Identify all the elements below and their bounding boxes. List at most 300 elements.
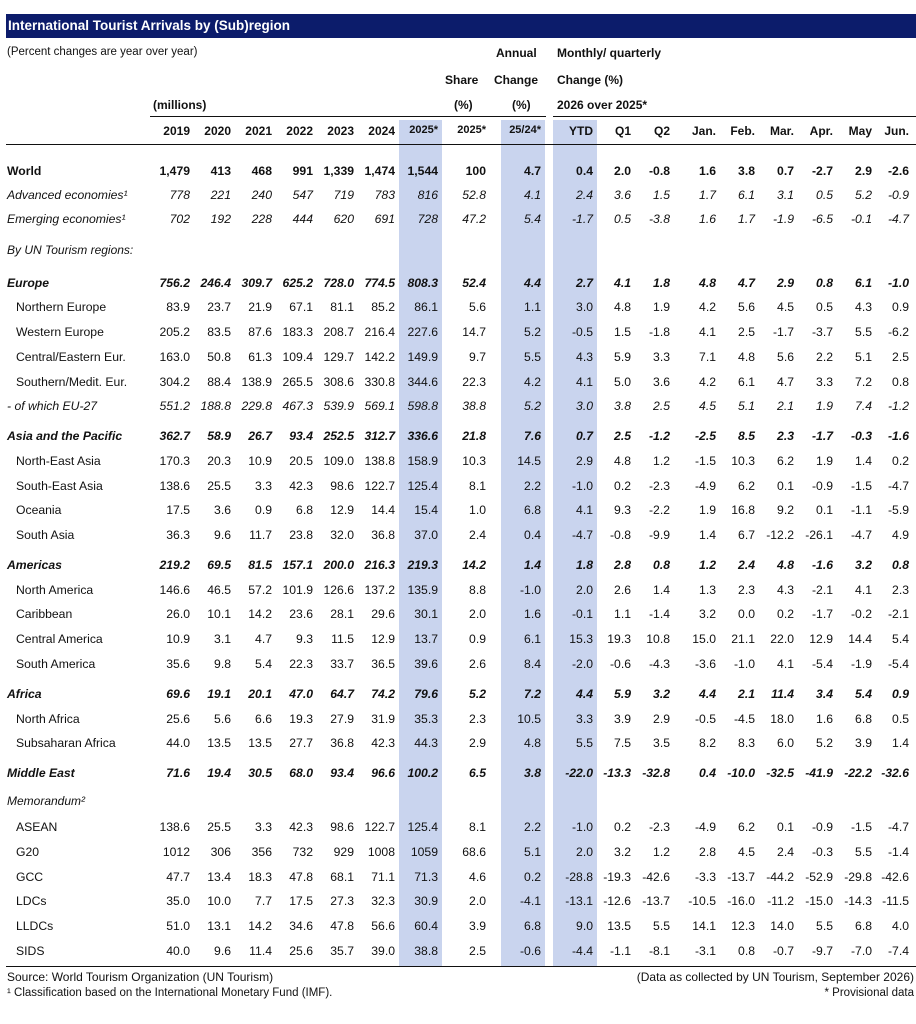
cell-may: 6.8 — [855, 919, 872, 933]
cell-may: -22.2 — [844, 766, 872, 780]
cell-2021: 13.5 — [248, 736, 272, 750]
cell-ytd: -4.4 — [571, 944, 593, 958]
cell-2524: 3.8 — [524, 766, 541, 780]
cell-ytd: -4.7 — [571, 528, 593, 542]
cell-apr: -0.9 — [811, 820, 833, 834]
cell-mar: 2.3 — [777, 429, 794, 443]
row-label: G20 — [16, 845, 40, 859]
cell-apr: 2.2 — [816, 350, 833, 364]
cell-q2: -1.8 — [648, 325, 670, 339]
cell-may: -1.1 — [850, 503, 872, 517]
cell-2019: 71.6 — [166, 766, 190, 780]
cell-2023: 1,339 — [323, 164, 354, 178]
cell-2019: 138.6 — [159, 479, 190, 493]
cell-2019: 778 — [169, 188, 190, 202]
cell-2025: 1059 — [410, 845, 438, 859]
cell-2019: 44.0 — [166, 736, 190, 750]
cell-jun: -4.7 — [887, 212, 909, 226]
header-millions: (millions) — [153, 98, 207, 112]
cell-2019: 304.2 — [159, 375, 190, 389]
cell-2023: 539.9 — [323, 399, 354, 413]
cell-2019: 702 — [169, 212, 190, 226]
cell-q1: 2.6 — [614, 583, 631, 597]
cell-2019: 69.6 — [166, 687, 190, 701]
cell-2025: 100.2 — [407, 766, 438, 780]
row-label: GCC — [16, 870, 44, 884]
cell-mar: 0.2 — [777, 607, 794, 621]
cell-2025: 344.6 — [407, 375, 438, 389]
cell-apr: 5.2 — [816, 736, 833, 750]
cell-q1: 0.5 — [614, 212, 631, 226]
cell-2024: 12.9 — [371, 632, 395, 646]
cell-2022: 23.6 — [289, 607, 313, 621]
cell-mar: 6.0 — [777, 736, 794, 750]
cell-feb: 6.1 — [738, 375, 755, 389]
row-label: Caribbean — [16, 607, 73, 621]
cell-feb: 12.3 — [731, 919, 755, 933]
cell-2021: 3.3 — [255, 479, 272, 493]
cell-mar: 2.9 — [777, 276, 794, 290]
cell-ytd: -1.7 — [571, 212, 593, 226]
cell-2524: 0.2 — [524, 870, 541, 884]
row-label: LLDCs — [16, 919, 54, 933]
cell-2025: 100 — [465, 164, 486, 178]
cell-2025: 728 — [417, 212, 438, 226]
row-label: Northern Europe — [16, 300, 107, 314]
cell-2025: 47.2 — [462, 212, 486, 226]
table-row-n-europe — [0, 298, 916, 318]
cell-2025: 21.8 — [462, 429, 486, 443]
column-header: 2024 — [368, 124, 395, 138]
cell-2022: 47.8 — [289, 870, 313, 884]
cell-2025: 13.7 — [414, 632, 438, 646]
column-header: 2020 — [204, 124, 231, 138]
cell-apr: 5.5 — [816, 919, 833, 933]
cell-jan: 8.2 — [699, 736, 716, 750]
cell-may: 3.2 — [855, 558, 872, 572]
cell-jun: -7.4 — [887, 944, 909, 958]
cell-apr: 0.1 — [816, 503, 833, 517]
column-header: 2022 — [286, 124, 313, 138]
cell-jun: -2.1 — [887, 607, 909, 621]
cell-mar: 5.6 — [777, 350, 794, 364]
table-row-americas — [0, 556, 916, 576]
cell-2020: 58.9 — [207, 429, 231, 443]
cell-2024: 122.7 — [364, 479, 395, 493]
cell-2023: 11.5 — [331, 632, 354, 646]
cell-2020: 306 — [210, 845, 231, 859]
cell-2020: 192 — [210, 212, 231, 226]
cell-jun: -6.2 — [887, 325, 909, 339]
rule-monthly — [553, 116, 916, 117]
table-row-caribbean — [0, 605, 916, 625]
cell-2020: 10.1 — [207, 607, 231, 621]
cell-2022: 6.8 — [296, 503, 313, 517]
cell-2022: 991 — [292, 164, 313, 178]
table-row-s-europe — [0, 373, 916, 393]
table-row-w-europe — [0, 323, 916, 343]
column-header: 2019 — [163, 124, 190, 138]
cell-feb: 6.1 — [738, 188, 755, 202]
cell-q2: 1.9 — [653, 300, 670, 314]
cell-2025: 227.6 — [407, 325, 438, 339]
cell-feb: -4.5 — [733, 712, 755, 726]
cell-feb: 2.5 — [738, 325, 755, 339]
cell-2023: 126.6 — [323, 583, 354, 597]
cell-q1: 9.3 — [614, 503, 631, 517]
cell-2023: 36.8 — [330, 736, 354, 750]
cell-2020: 83.5 — [207, 325, 231, 339]
cell-jan: 2.8 — [699, 845, 716, 859]
row-label: LDCs — [16, 894, 47, 908]
cell-mar: 6.2 — [777, 454, 794, 468]
cell-jan: -3.1 — [694, 944, 716, 958]
row-label: North-East Asia — [16, 454, 101, 468]
cell-2023: 252.5 — [323, 429, 354, 443]
cell-mar: -11.2 — [767, 894, 794, 908]
cell-2524: 6.1 — [524, 632, 541, 646]
column-header: Jun. — [884, 124, 909, 138]
cell-ytd: -28.8 — [565, 870, 593, 884]
cell-2019: 35.6 — [166, 657, 190, 671]
cell-q1: -19.3 — [603, 870, 631, 884]
cell-2022: 109.4 — [282, 350, 313, 364]
cell-2025: 86.1 — [414, 300, 438, 314]
cell-apr: -1.7 — [811, 607, 833, 621]
cell-2025: 3.9 — [469, 919, 486, 933]
cell-ytd: 0.4 — [576, 164, 593, 178]
cell-q1: 4.8 — [614, 454, 631, 468]
cell-2524: 6.8 — [524, 919, 541, 933]
cell-2022: 157.1 — [282, 558, 313, 572]
cell-2025: 336.6 — [407, 429, 438, 443]
cell-jun: -5.9 — [887, 503, 909, 517]
cell-2524: 4.1 — [524, 188, 541, 202]
table-row-c-europe — [0, 348, 916, 368]
column-header: 2023 — [327, 124, 354, 138]
cell-may: -1.5 — [850, 820, 872, 834]
cell-jan: 4.8 — [699, 276, 716, 290]
cell-q2: 2.9 — [653, 712, 670, 726]
cell-mar: 0.1 — [777, 820, 794, 834]
cell-2023: 109.0 — [323, 454, 354, 468]
cell-2524: 1.4 — [524, 558, 541, 572]
cell-may: -1.5 — [850, 479, 872, 493]
column-header: Q2 — [653, 124, 670, 138]
row-label: Europe — [7, 276, 49, 290]
cell-2025: 52.8 — [462, 188, 486, 202]
section-memorandum: Memorandum² — [7, 794, 86, 808]
cell-q2: -13.7 — [642, 894, 670, 908]
cell-2021: 87.6 — [248, 325, 272, 339]
cell-mar: 2.1 — [777, 399, 794, 413]
cell-2019: 51.0 — [166, 919, 190, 933]
cell-2023: 728.0 — [323, 276, 354, 290]
header-2026-over-2025: 2026 over 2025* — [557, 98, 648, 112]
cell-q2: -2.3 — [648, 479, 670, 493]
cell-may: 4.3 — [855, 300, 872, 314]
cell-2524: -4.1 — [519, 894, 541, 908]
column-header: May — [848, 124, 872, 138]
cell-2024: 29.6 — [371, 607, 395, 621]
cell-jan: 14.1 — [692, 919, 716, 933]
row-label: Emerging economies¹ — [7, 212, 126, 226]
row-label: Central America — [16, 632, 103, 646]
cell-q2: 3.2 — [653, 687, 670, 701]
table-title: International Tourist Arrivals by (Sub)region — [6, 14, 916, 38]
cell-apr: 12.9 — [809, 632, 833, 646]
cell-jan: 1.3 — [699, 583, 716, 597]
cell-apr: -1.6 — [811, 558, 833, 572]
cell-q2: -8.1 — [648, 944, 670, 958]
cell-may: 6.8 — [855, 712, 872, 726]
cell-q1: 1.1 — [614, 607, 631, 621]
cell-2524: 5.2 — [524, 325, 541, 339]
cell-2020: 19.1 — [207, 687, 231, 701]
cell-2021: 14.2 — [248, 607, 272, 621]
column-header: 2021 — [245, 124, 272, 138]
cell-jun: 0.2 — [892, 454, 909, 468]
cell-jun: -4.7 — [887, 479, 909, 493]
cell-feb: 6.2 — [738, 479, 755, 493]
row-label: South Asia — [16, 528, 75, 542]
cell-2023: 32.0 — [330, 528, 354, 542]
cell-2019: 26.0 — [166, 607, 190, 621]
cell-mar: -32.5 — [766, 766, 794, 780]
cell-2025: 8.1 — [469, 820, 486, 834]
cell-feb: 4.5 — [738, 845, 755, 859]
cell-q1: -0.8 — [609, 528, 631, 542]
cell-2524: 2.2 — [524, 479, 541, 493]
cell-2024: 138.8 — [364, 454, 395, 468]
cell-2021: 240 — [251, 188, 272, 202]
table-row-ss-africa — [0, 734, 916, 754]
cell-jun: -42.6 — [881, 870, 909, 884]
cell-2024: 774.5 — [364, 276, 395, 290]
cell-jun: -2.6 — [887, 164, 909, 178]
cell-q2: 1.8 — [653, 276, 670, 290]
cell-jan: 1.2 — [699, 558, 716, 572]
cell-2023: 35.7 — [330, 944, 354, 958]
cell-2025: 52.4 — [462, 276, 486, 290]
cell-q1: 5.9 — [614, 687, 631, 701]
cell-ytd: 2.7 — [576, 276, 593, 290]
cell-apr: 3.3 — [816, 375, 833, 389]
cell-jun: -1.2 — [887, 399, 909, 413]
cell-q2: -1.2 — [648, 429, 670, 443]
cell-q1: 3.8 — [614, 399, 631, 413]
cell-2024: 569.1 — [364, 399, 395, 413]
cell-2025: 10.3 — [462, 454, 486, 468]
column-header: Apr. — [809, 124, 833, 138]
cell-mar: -44.2 — [766, 870, 794, 884]
cell-jan: 3.2 — [699, 607, 716, 621]
cell-apr: -3.7 — [811, 325, 833, 339]
cell-q2: -2.3 — [648, 820, 670, 834]
cell-2020: 9.6 — [214, 944, 231, 958]
row-label: Central/Eastern Eur. — [16, 350, 126, 364]
cell-2021: 0.9 — [255, 503, 272, 517]
cell-2019: 219.2 — [159, 558, 190, 572]
cell-apr: -6.5 — [811, 212, 833, 226]
cell-2025: 38.8 — [414, 944, 438, 958]
cell-2024: 142.2 — [364, 350, 395, 364]
cell-2020: 13.4 — [207, 870, 231, 884]
cell-jan: 0.4 — [699, 766, 716, 780]
cell-2020: 413 — [210, 164, 231, 178]
cell-q1: 13.5 — [607, 919, 631, 933]
cell-apr: -41.9 — [805, 766, 833, 780]
cell-2023: 28.1 — [330, 607, 354, 621]
cell-apr: 0.5 — [816, 300, 833, 314]
cell-2020: 23.7 — [207, 300, 231, 314]
cell-jun: 4.9 — [892, 528, 909, 542]
cell-q1: 5.0 — [614, 375, 631, 389]
cell-2022: 9.3 — [296, 632, 313, 646]
cell-ytd: -13.1 — [565, 894, 593, 908]
cell-ytd: 2.0 — [576, 845, 593, 859]
cell-q2: 5.5 — [653, 919, 670, 933]
cell-jan: -1.5 — [694, 454, 716, 468]
cell-2020: 3.6 — [214, 503, 231, 517]
cell-2024: 216.4 — [364, 325, 395, 339]
cell-2025: 158.9 — [407, 454, 438, 468]
table-row-sids — [0, 942, 916, 962]
footer-collected: (Data as collected by UN Tourism, September 2026) — [636, 970, 914, 984]
cell-2021: 356 — [251, 845, 272, 859]
cell-2020: 46.5 — [207, 583, 231, 597]
cell-feb: 0.8 — [738, 944, 755, 958]
cell-2025: 44.3 — [414, 736, 438, 750]
cell-2023: 12.9 — [330, 503, 354, 517]
cell-2025: 8.1 — [469, 479, 486, 493]
cell-ytd: -1.0 — [571, 479, 593, 493]
cell-2025: 38.8 — [462, 399, 486, 413]
cell-2022: 68.0 — [289, 766, 313, 780]
cell-mar: 14.0 — [770, 919, 794, 933]
cell-2022: 47.0 — [289, 687, 313, 701]
subtitle: (Percent changes are year over year) — [7, 46, 198, 58]
cell-ytd: 0.7 — [576, 429, 593, 443]
cell-jan: -4.9 — [694, 479, 716, 493]
cell-2023: 208.7 — [323, 325, 354, 339]
cell-2022: 183.3 — [282, 325, 313, 339]
table-row-se-asia — [0, 477, 916, 497]
cell-2524: -0.6 — [519, 944, 541, 958]
table-row-world — [0, 162, 916, 182]
cell-2025: 5.6 — [469, 300, 486, 314]
cell-2524: 7.2 — [524, 687, 541, 701]
cell-2020: 9.6 — [214, 528, 231, 542]
table-row-lldcs — [0, 917, 916, 937]
cell-may: 6.1 — [855, 276, 872, 290]
cell-2020: 25.5 — [207, 820, 231, 834]
cell-2025: 808.3 — [407, 276, 438, 290]
cell-ytd: 2.0 — [576, 583, 593, 597]
cell-q2: 3.6 — [653, 375, 670, 389]
cell-2022: 101.9 — [282, 583, 313, 597]
cell-ytd: 4.4 — [576, 687, 593, 701]
cell-2524: 0.4 — [524, 528, 541, 542]
table-row-s-asia — [0, 526, 916, 546]
cell-2524: 8.4 — [524, 657, 541, 671]
cell-q2: 1.4 — [653, 583, 670, 597]
cell-q2: -3.8 — [648, 212, 670, 226]
cell-2024: 137.2 — [364, 583, 395, 597]
cell-apr: -52.9 — [805, 870, 833, 884]
cell-2022: 42.3 — [289, 820, 313, 834]
cell-ytd: -0.1 — [571, 607, 593, 621]
cell-q2: -9.9 — [648, 528, 670, 542]
cell-apr: 3.4 — [816, 687, 833, 701]
cell-q1: 4.1 — [614, 276, 631, 290]
cell-2022: 22.3 — [289, 657, 313, 671]
row-label: North America — [16, 583, 94, 597]
cell-2025: 2.5 — [469, 944, 486, 958]
cell-2024: 36.8 — [371, 528, 395, 542]
cell-q2: 10.8 — [646, 632, 670, 646]
cell-feb: 2.1 — [738, 687, 755, 701]
cell-feb: 0.0 — [738, 607, 755, 621]
header-share: Share — [445, 73, 479, 87]
cell-2021: 26.7 — [248, 429, 272, 443]
cell-2020: 50.8 — [207, 350, 231, 364]
cell-jan: 15.0 — [692, 632, 716, 646]
row-label: Subsaharan Africa — [16, 736, 116, 750]
cell-2024: 74.2 — [371, 687, 395, 701]
cell-2021: 14.2 — [248, 919, 272, 933]
cell-mar: 11.4 — [771, 687, 794, 701]
cell-mar: 4.8 — [777, 558, 794, 572]
cell-2019: 25.6 — [166, 712, 190, 726]
cell-apr: 0.5 — [816, 188, 833, 202]
cell-2022: 19.3 — [289, 712, 313, 726]
cell-2024: 32.3 — [371, 894, 395, 908]
cell-q1: 3.9 — [614, 712, 631, 726]
cell-2025: 22.3 — [462, 375, 486, 389]
table-row-europe — [0, 274, 916, 294]
cell-2025: 2.3 — [469, 712, 486, 726]
cell-may: -14.3 — [844, 894, 872, 908]
cell-jan: 1.7 — [699, 188, 716, 202]
cell-q1: -13.3 — [603, 766, 631, 780]
cell-ytd: -2.0 — [571, 657, 593, 671]
cell-apr: -2.1 — [811, 583, 833, 597]
cell-apr: -15.0 — [805, 894, 833, 908]
cell-q1: 3.2 — [614, 845, 631, 859]
cell-2025: 1,544 — [407, 164, 438, 178]
cell-2025: 79.6 — [414, 687, 438, 701]
cell-q1: -0.6 — [609, 657, 631, 671]
cell-2024: 42.3 — [371, 736, 395, 750]
cell-jan: -4.9 — [694, 820, 716, 834]
cell-2524: 10.5 — [517, 712, 541, 726]
cell-2025: 125.4 — [407, 820, 438, 834]
cell-2524: 4.2 — [524, 375, 541, 389]
column-header: Q1 — [614, 124, 631, 138]
cell-may: -7.0 — [850, 944, 872, 958]
cell-q2: -2.2 — [648, 503, 670, 517]
cell-apr: 1.9 — [816, 399, 833, 413]
cell-2021: 18.3 — [248, 870, 272, 884]
cell-2019: 205.2 — [159, 325, 190, 339]
cell-ytd: 3.0 — [576, 399, 593, 413]
table-row-s-america — [0, 655, 916, 675]
cell-jan: -10.5 — [688, 894, 716, 908]
cell-2024: 36.5 — [371, 657, 395, 671]
table-row-asean — [0, 818, 916, 838]
cell-2023: 200.0 — [323, 558, 354, 572]
